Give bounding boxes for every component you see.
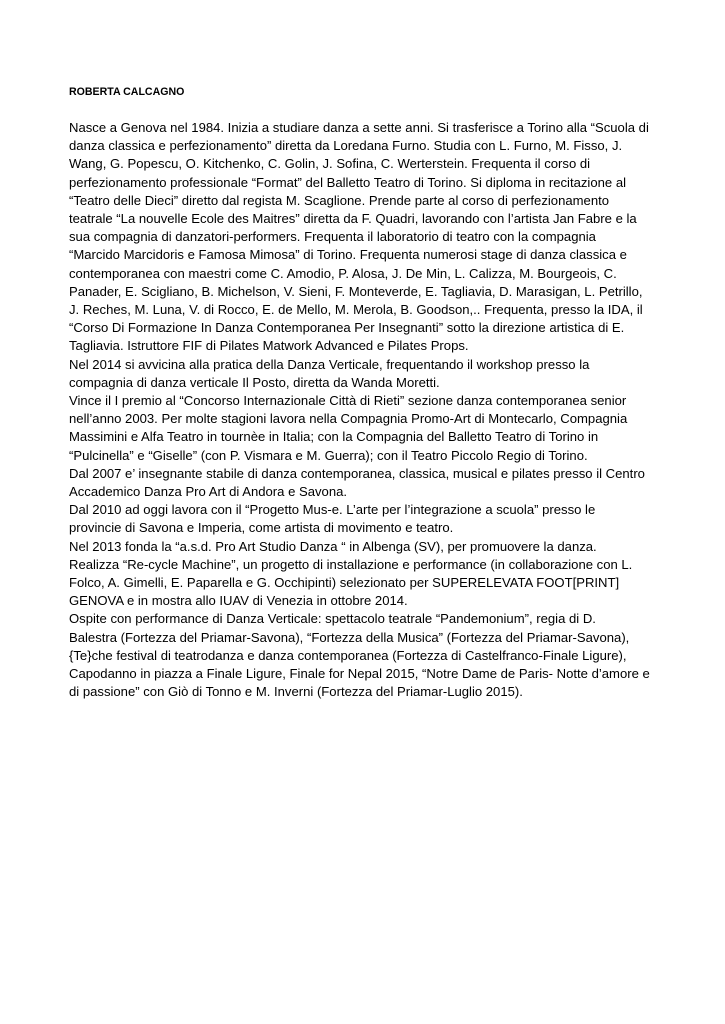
text-line: Vince il I premio al “Concorso Internazionale Città di Rieti” sezione danza contemporanea senior bbox=[69, 393, 627, 409]
text-line: provincie di Savona e Imperia, come artista di movimento e teatro. bbox=[69, 520, 454, 536]
text-line: Dal 2007 e’ insegnante stabile di danza contemporanea, classica, musical e pilates presso il Centro bbox=[69, 465, 645, 481]
text-line: GENOVA e in mostra allo IUAV di Venezia in ottobre 2014. bbox=[69, 593, 408, 609]
text-line: sua compagnia di danzatori-performers. Frequenta il laboratorio di teatro con la compagnia bbox=[69, 229, 596, 245]
text-line: perfezionamento professionale “Format” del Balletto Teatro di Torino. Si diploma in recitazione al bbox=[69, 174, 627, 190]
document-body bbox=[69, 83, 669, 702]
text-line: Accademico Danza Pro Art di Andora e Savona. bbox=[69, 484, 348, 500]
text-line: compagnia di danza verticale Il Posto, diretta da Wanda Moretti. bbox=[69, 374, 440, 390]
text-line: “Teatro delle Dieci” diretto dal regista M. Scaglione. Prende parte al corso di perfezionamento bbox=[69, 192, 610, 208]
text-line: Ospite con performance di Danza Verticale: spettacolo teatrale “Pandemonium”, regia di D. bbox=[69, 611, 596, 627]
text-line: Dal 2010 ad oggi lavora con il “Progetto Mus-e. L’arte per l’integrazione a scuola” presso le bbox=[69, 502, 596, 518]
text-line: Wang, G. Popescu, O. Kitchenko, C. Golin, J. Sofina, C. Werterstein. Frequenta il corso di bbox=[69, 156, 591, 172]
text-line: Folco, A. Gimelli, E. Paparella e G. Occhipinti) selezionato per SUPERELEVATA FOOT[PRINT] bbox=[69, 575, 620, 591]
text-line: Tagliavia. Istruttore FIF di Pilates Matwork Advanced e Pilates Props. bbox=[69, 338, 469, 354]
text-line: Panader, E. Scigliano, B. Michelson, V. Sieni, F. Monteverde, E. Tagliavia, D. Marasigan, L. Petrillo, bbox=[69, 283, 643, 299]
text-line: “Marcido Marcidoris e Famosa Mimosa” di Torino. Frequenta numerosi stage di danza classica e bbox=[69, 247, 627, 263]
document-title: ROBERTA CALCAGNO bbox=[69, 86, 185, 98]
text-line: nell’anno 2003. Per molte stagioni lavora nella Compagnia Promo-Art di Montecarlo, Compagnia bbox=[69, 411, 628, 427]
text-line: “Corso Di Formazione In Danza Contemporanea Per Insegnanti” sotto la direzione artistica di E. bbox=[69, 320, 625, 336]
text-line: contemporanea con maestri come C. Amodio, P. Alosa, J. De Min, L. Calizza, M. Bourgeois, C. bbox=[69, 265, 617, 281]
text-line: danza classica e perfezionamento” diretta da Loredana Furno. Studia con L. Furno, M. Fisso, J. bbox=[69, 138, 623, 154]
text-line: Massimini e Alfa Teatro in tournèe in Italia; con la Compagnia del Balletto Teatro di Torino in bbox=[69, 429, 599, 445]
biography-text bbox=[69, 119, 669, 702]
text-line: di passione” con Giò di Tonno e M. Inverni (Fortezza del Priamar-Luglio 2015). bbox=[69, 684, 523, 700]
text-line: Capodanno in piazza a Finale Ligure, Finale for Nepal 2015, “Notre Dame de Paris- Notte d’amore e bbox=[69, 666, 650, 682]
text-line: teatrale “La nouvelle Ecole des Maitres” diretta da F. Quadri, lavorando con l’artista Jan Fabre e la bbox=[69, 211, 637, 227]
text-line: Balestra (Fortezza del Priamar-Savona), “Fortezza della Musica” (Fortezza del Priamar-Savona), bbox=[69, 629, 630, 645]
text-line: J. Reches, M. Luna, V. di Rocco, E. de Mello, M. Merola, B. Goodson,.. Frequenta, presso la IDA, il bbox=[69, 302, 643, 318]
text-line: Nel 2013 fonda la “a.s.d. Pro Art Studio Danza “ in Albenga (SV), per promuovere la danza. bbox=[69, 538, 597, 554]
text-line: Nasce a Genova nel 1984. Inizia a studiare danza a sette anni. Si trasferisce a Torino alla “Scuola di bbox=[69, 120, 649, 135]
text-line: Nel 2014 si avvicina alla pratica della Danza Verticale, frequentando il workshop presso la bbox=[69, 356, 590, 372]
text-line: “Pulcinella” e “Giselle” (con P. Vismara e M. Guerra); con il Teatro Piccolo Regio di Torino. bbox=[69, 447, 588, 463]
text-line: {Te}che festival di teatrodanza e danza contemporanea (Fortezza di Castelfranco-Finale Ligure), bbox=[69, 647, 627, 663]
text-line: Realizza “Re-cycle Machine”, un progetto di installazione e performance (in collaborazione con L. bbox=[69, 556, 633, 572]
